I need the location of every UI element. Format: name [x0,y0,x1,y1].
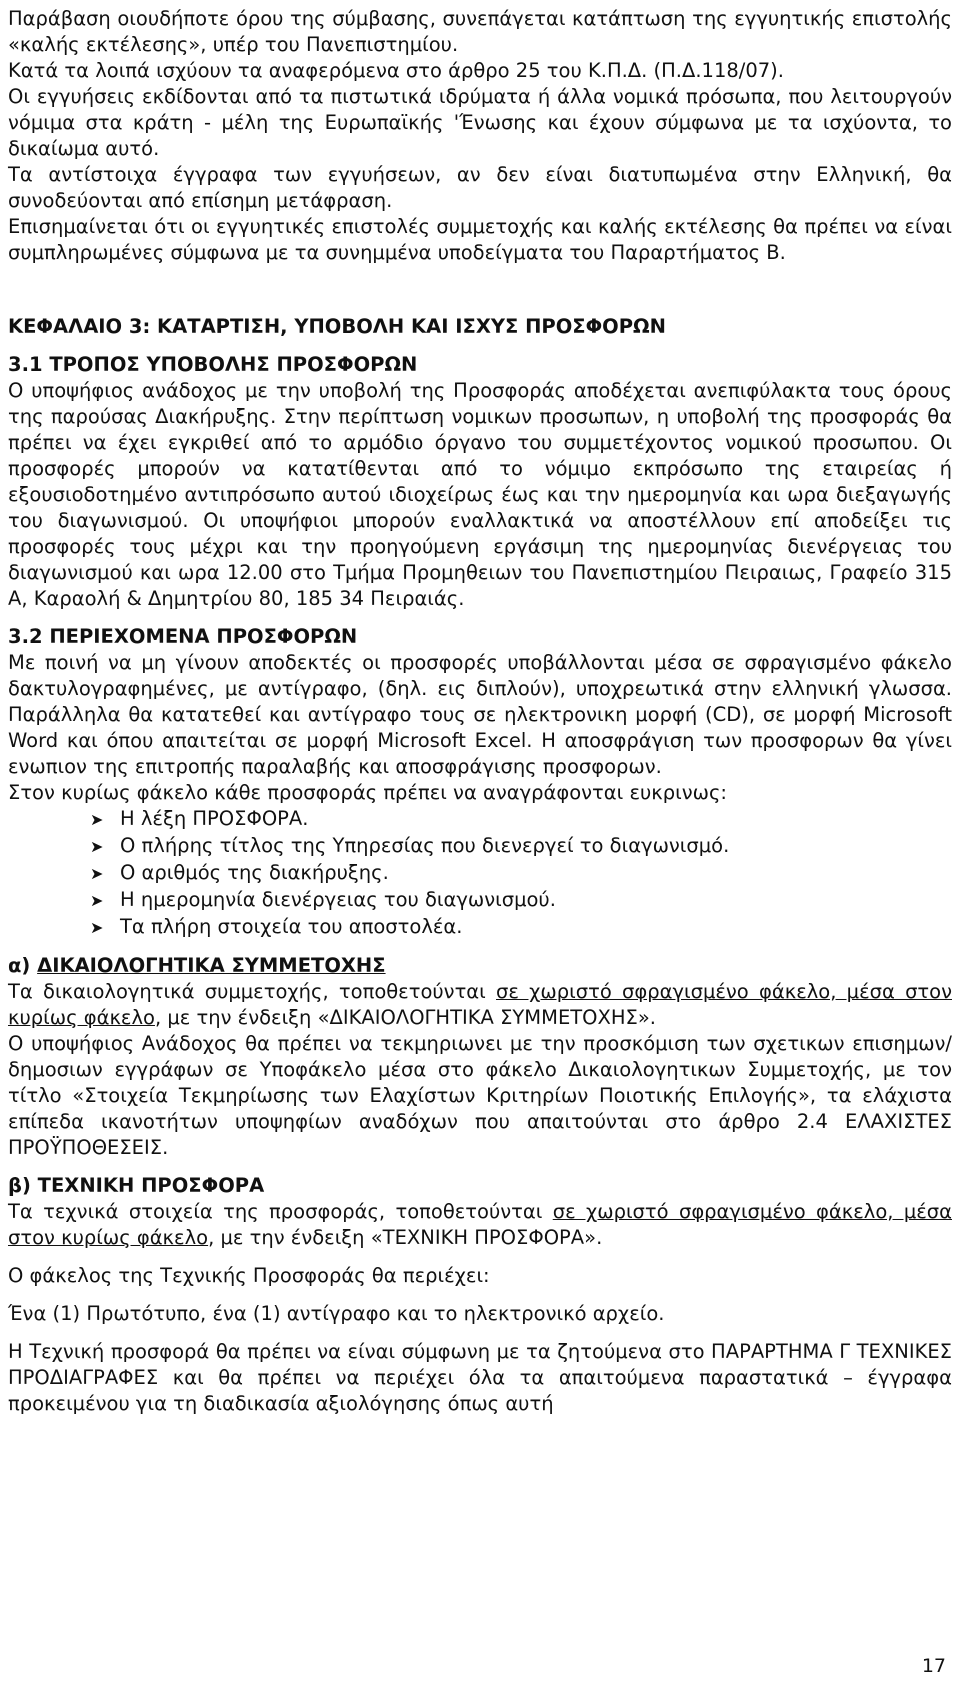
section-b-paragraph-1: Τα τεχνικά στοιχεία της προσφοράς, τοποθετούνται σε χωριστό σφραγισμένο φάκελο, μέσα στον κυρίως φάκελο, με την ένδειξη «ΤΕΧΝΙΚΗ ΠΡΟΣΦΟΡΑ». [8,1200,952,1249]
arrow-bullet-icon: ➤ [90,891,104,910]
section-3-2-body: Με ποινή να μη γίνουν αποδεκτές οι προσφορές υποβάλλονται μέσα σε σφραγισμένο φάκελο δακτυλογραφημένες, με αντίγραφο, (δηλ. εις διπλούν), υποχρεωτικά στην ελληνική γλωσσα. Παράλληλα θα κατατεθεί και αντίγραφο τους σε ηλεκτρονικη μορφή (CD), σε μορφή Microsoft Word και όπου απαιτείται σε μορφή Microsoft Excel. Η αποσφράγιση των προσφορων θα γίνει ενωπιον της επιτροπής παραλαβής και αποσφράγισης προσφορων. [8,651,952,778]
section-a-title: α) ΔΙΚΑΙΟΛΟΓΗΤΙΚΑ ΣΥΜΜΕΤΟΧΗΣ [8,954,386,977]
list-item: ➤ Η ημερομηνία διενέργειας του διαγωνισμού. [90,887,952,914]
section-a-paragraph-1: Τα δικαιολογητικά συμμετοχής, τοποθετούνται σε χωριστό σφραγισμένο φάκελο, μέσα στον κυρίως φάκελο, με την ένδειξη «ΔΙΚΑΙΟΛΟΓΗΤΙΚΑ ΣΥΜΜΕΤΟΧΗΣ». [8,980,952,1029]
page-number: 17 [921,1655,946,1677]
list-item: ➤ Ο αριθμός της διακήρυξης. [90,860,952,887]
section-b-paragraph-2: Ο φάκελος της Τεχνικής Προσφοράς θα περιέχει: [8,1264,490,1287]
arrow-bullet-icon: ➤ [90,864,104,883]
envelope-requirements-list [8,806,952,941]
section-b-paragraph-4: Η Τεχνική προσφορά θα πρέπει να είναι σύμφωνη με τα ζητούμενα στο ΠΑΡΑΡΤΗΜΑ Γ ΤΕΧΝΙΚΕΣ ΠΡΟΔΙΑΓΡΑΦΕΣ και θα πρέπει να περιέχει όλα τα απαιτούμενα παραστατικά – έγγραφα προκειμένου για τη διαδικασία αξιολόγησης όπως αυτή [8,1340,952,1415]
section-3-2-title: 3.2 ΠΕΡΙΕΧΟΜΕΝΑ ΠΡΟΣΦΟΡΩΝ [8,625,358,648]
intro-paragraph-1: Παράβαση οιουδήποτε όρου της σύμβασης, συνεπάγεται κατάπτωση της εγγυητικής επιστολής «καλής εκτέλεσης», υπέρ του Πανεπιστημίου. [8,7,952,56]
section-3-1-title: 3.1 ΤΡΟΠΟΣ ΥΠΟΒΟΛΗΣ ΠΡΟΣΦΟΡΩΝ [8,353,418,376]
section-b-paragraph-3: Ένα (1) Πρωτότυπο, ένα (1) αντίγραφο και το ηλεκτρονικό αρχείο. [8,1302,665,1325]
list-item: ➤ Ο πλήρης τίτλος της Υπηρεσίας που διενεργεί το διαγωνισμό. [90,833,952,860]
chapter-title: ΚΕΦΑΛΑΙΟ 3: ΚΑΤΑΡΤΙΣΗ, ΥΠΟΒΟΛΗ ΚΑΙ ΙΣΧΥΣ ΠΡΟΣΦΟΡΩΝ [8,315,666,338]
section-3-1-body: Ο υποψήφιος ανάδοχος με την υποβολή της Προσφοράς αποδέχεται ανεπιφύλακτα τους όρους της παρούσας Διακήρυξης. Στην περίπτωση νομικων προσωπων, η υποβολή της προσφοράς θα πρέπει να έχει εγκριθεί από το αρμόδιο όργανο του συμμετέχοντος νομικού προσωπου. Οι προσφορές μπορούν να κατατίθενται από το νόμιμο εκπρόσωπο της εταιρείας ή εξουσιοδοτημένο αντιπρόσωπο αυτού ιδιοχείρως έως και την ημερομηνία και ωρα διεξαγωγής του διαγωνισμού. Οι υποψήφιοι μπορούν εναλλακτικά να αποστέλλουν επί αποδείξει τις προσφορές τους μέχρι και την προηγούμενη εργάσιμη της ημερομηνίας διενέργειας του διαγωνισμού και ωρα 12.00 στο Τμήμα Προμηθειων του Πανεπιστημίου Πειραιως, Γραφείο 315 Α, Καραολή & Δημητρίου 80, 185 34 Πειραιάς. [8,379,952,610]
section-b-title: β) ΤΕΧΝΙΚΗ ΠΡΟΣΦΟΡΑ [8,1174,265,1197]
arrow-bullet-icon: ➤ [90,918,104,937]
list-item: ➤ Τα πλήρη στοιχεία του αποστολέα. [90,914,952,941]
intro-paragraph-5: Επισημαίνεται ότι οι εγγυητικές επιστολές συμμετοχής και καλής εκτέλεσης θα πρέπει να είναι συμπληρωμένες σύμφωνα με τα συνημμένα υποδείγματα του Παραρτήματος Β. [8,215,952,264]
intro-paragraph-3: Οι εγγυήσεις εκδίδονται από τα πιστωτικά ιδρύματα ή άλλα νομικά πρόσωπα, που λειτουργούν νόμιμα στα κράτη - μέλη της Ευρωπαϊκής 'Ένωσης και έχουν σύμφωνα με τα ισχύοντα, το δικαίωμα αυτό. [8,85,952,160]
arrow-bullet-icon: ➤ [90,837,104,856]
section-a-paragraph-2: Ο υποψήφιος Ανάδοχος θα πρέπει να τεκμηριωνει με την προσκόμιση των σχετικων επισημων/δημοσιων εγγράφων σε Υποφάκελο μέσα στο φάκελο Δικαιολογητικων Συμμετοχής, με τον τίτλο «Στοιχεία Τεκμηρίωσης των Ελαχίστων Κριτηρίων Ποιοτικής Επιλογής», τα ελάχιστα επίπεδα ικανοτήτων υποψηφίων αναδόχων που απαιτούνται στο άρθρο 2.4 ΕΛΑΧΙΣΤΕΣ ΠΡΟΫΠΟΘΕΣΕΙΣ. [8,1032,952,1159]
intro-paragraph-2: Κατά τα λοιπά ισχύουν τα αναφερόμενα στο άρθρο 25 του Κ.Π.Δ. (Π.Δ.118/07). [8,59,784,82]
arrow-bullet-icon: ➤ [90,810,104,829]
intro-paragraph-4: Τα αντίστοιχα έγγραφα των εγγυήσεων, αν δεν είναι διατυπωμένα στην Ελληνική, θα συνοδεύονται από επίσημη μετάφραση. [8,163,952,212]
list-item: ➤ Η λέξη ΠΡΟΣΦΟΡΑ. [90,806,952,833]
section-3-2-list-intro: Στον κυρίως φάκελο κάθε προσφοράς πρέπει να αναγράφονται ευκρινως: [8,781,727,804]
